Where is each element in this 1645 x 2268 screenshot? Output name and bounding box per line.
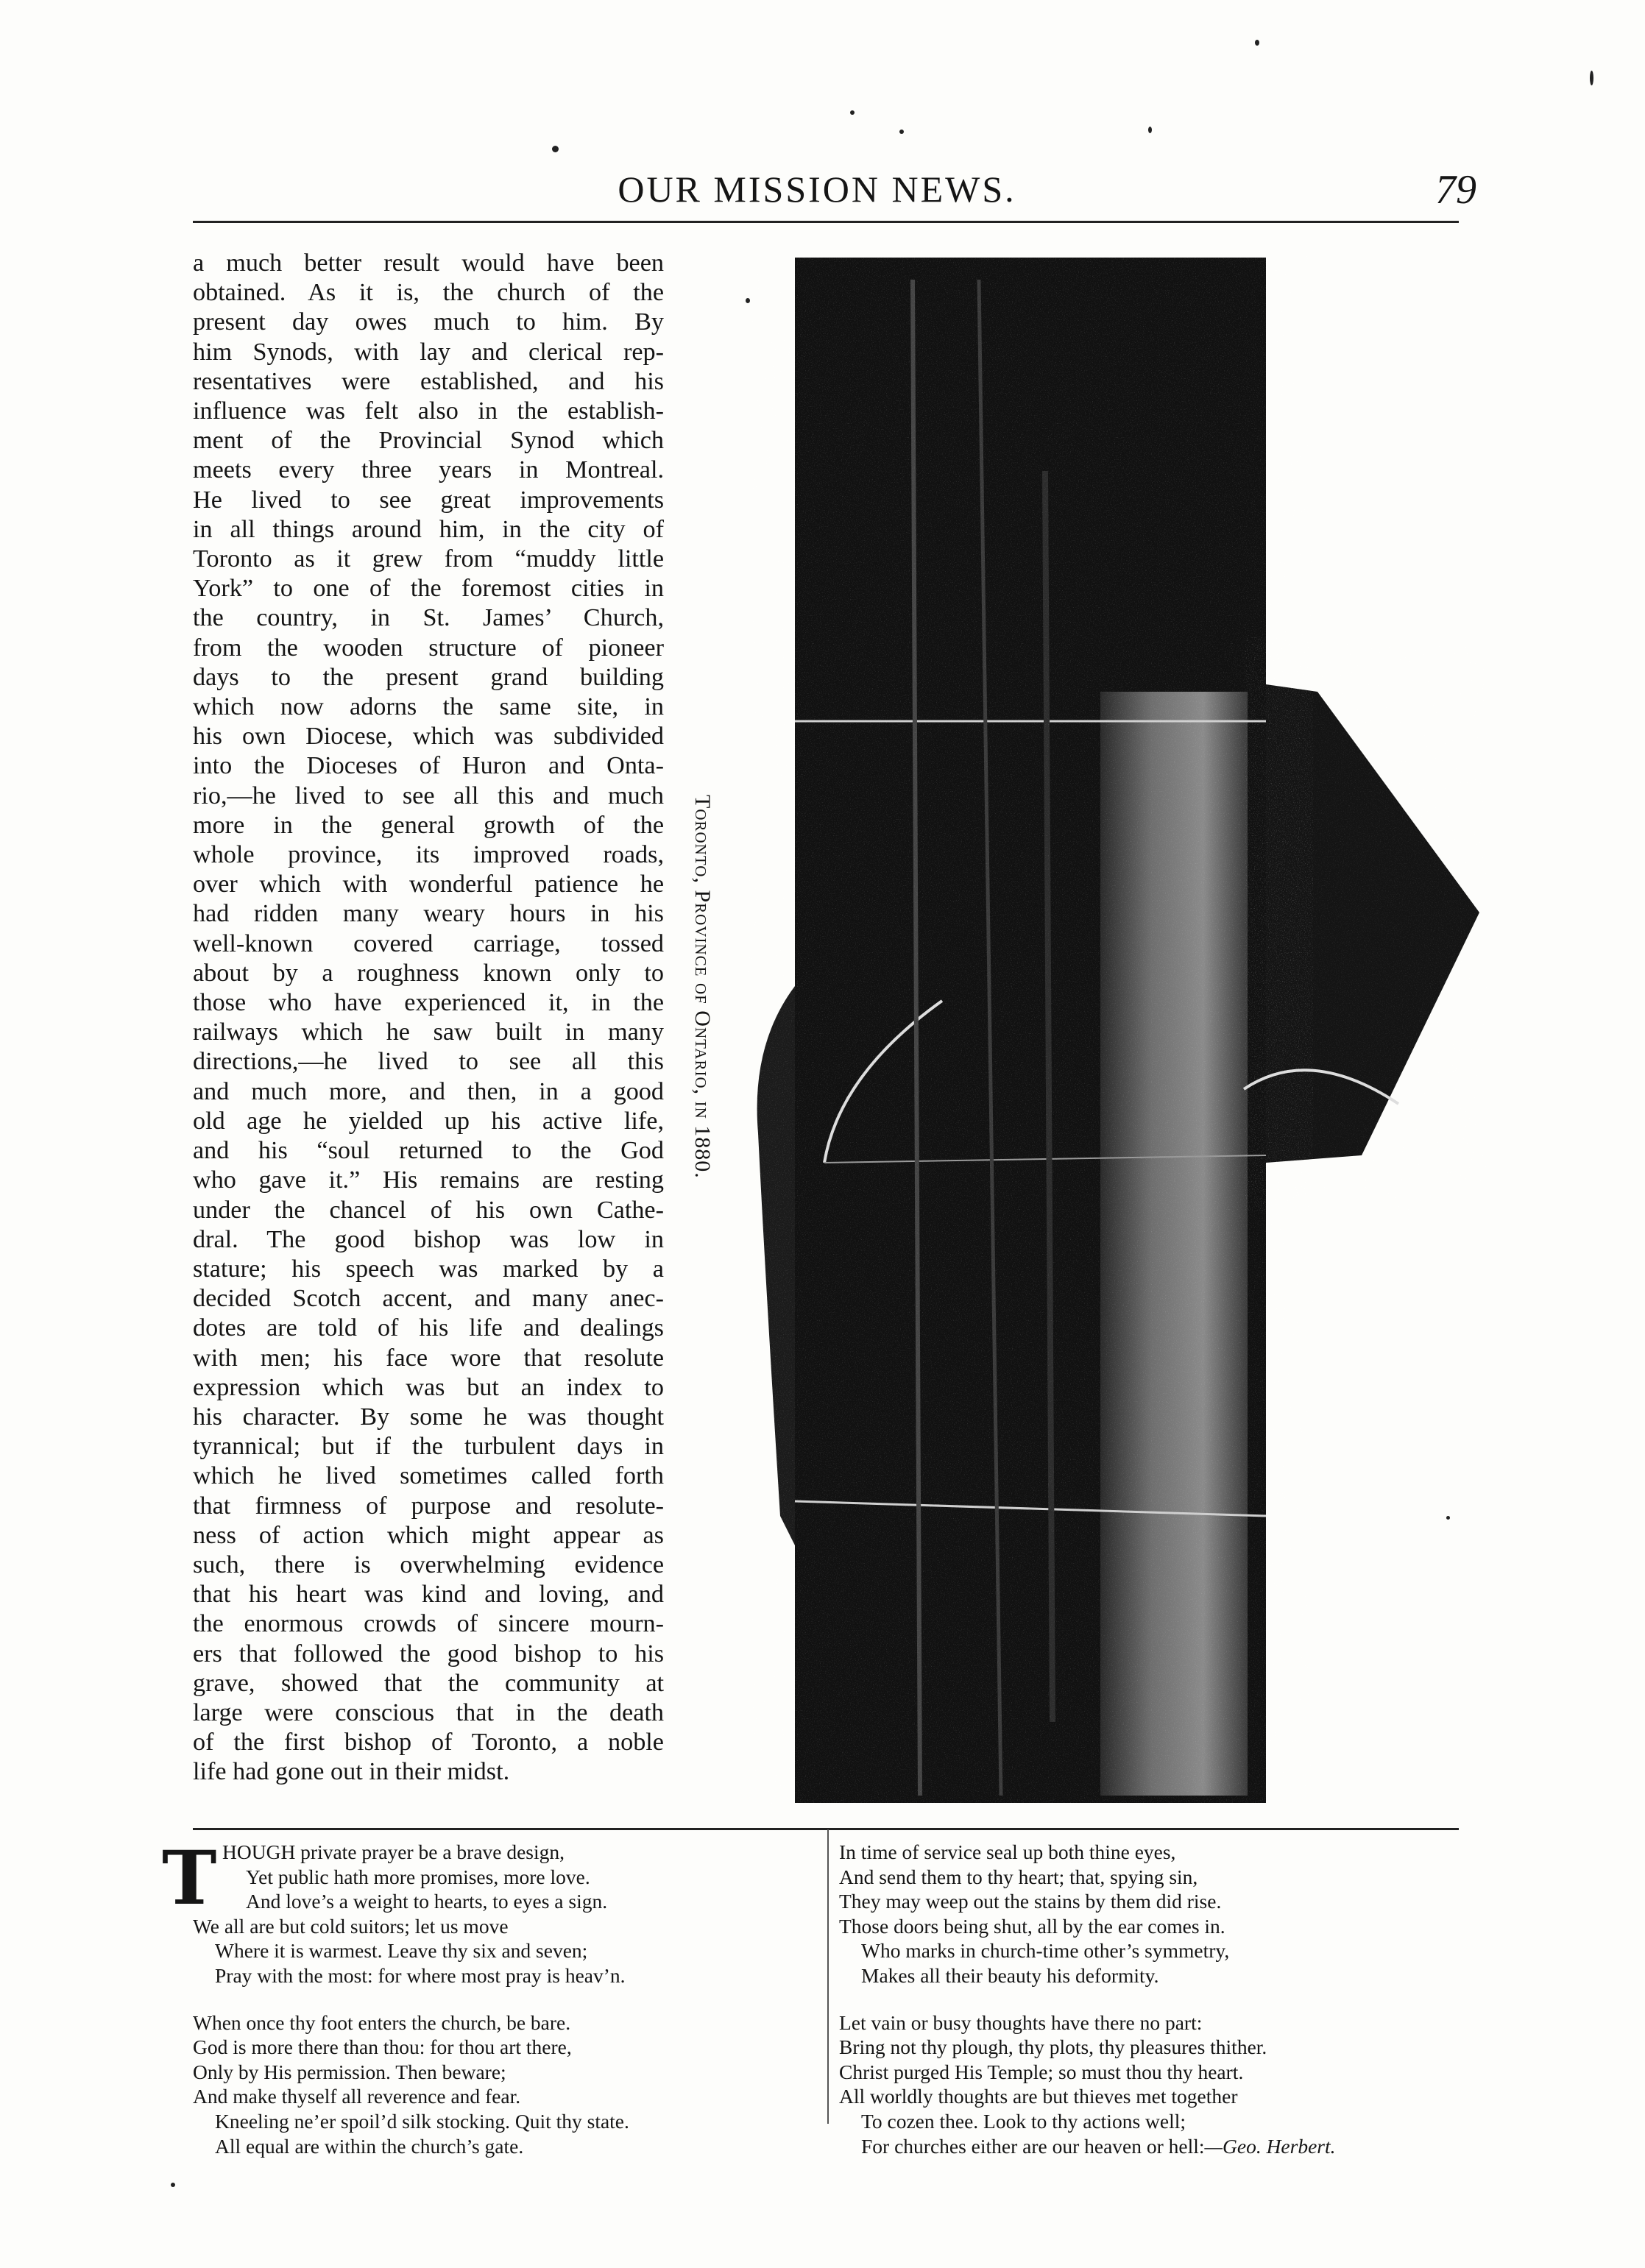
poem-line: And make thyself all reverence and fear. [193,2085,521,2108]
poem-line: Kneeling ne’er spoil’d silk stocking. Quit thy state. [215,2109,629,2133]
article-line: grave, showed that the community at [193,1669,664,1697]
poem-line: And love’s a weight to hearts, to eyes a sign. [246,1890,608,1913]
article-line: and his “soul returned to the God [193,1137,664,1165]
article-line: his character. By some he was thought [193,1403,664,1431]
article-line: influence was felt also in the establish- [193,397,664,425]
poem-line: Christ purged His Temple; so must thou thy heart. [839,2060,1244,2083]
poem-line: And send them to thy heart; that, spying sin, [839,1865,1198,1888]
article-line: into the Dioceses of Huron and Onta- [193,752,664,780]
article-line: obtained. As it is, the church of the [193,279,664,307]
poem-line: They may weep out the stains by them did rise. [839,1890,1222,1913]
article-line: with men; his face wore that resolute [193,1344,664,1372]
article-line: from the wooden structure of pioneer [193,634,664,662]
article-line: present day owes much to him. By [193,308,664,336]
illustration-grain [1266,684,1479,1163]
article-line: life had gone out in their midst. [193,1758,510,1786]
scan-speck [850,110,855,115]
scan-speck [1148,127,1152,133]
poem-line: Who marks in church-time other’s symmetry, [861,1939,1230,1963]
article-line: stature; his speech was marked by a [193,1255,664,1283]
article-line: over which with wonderful patience he [193,871,664,899]
article-line: more in the general growth of the [193,811,664,839]
poem-line: Makes all their beauty his deformity. [861,1963,1159,1987]
article-line: those who have experienced it, in the [193,989,664,1017]
illustration-caption [688,795,718,1310]
article-line: tyrannical; but if the turbulent days in [193,1433,664,1461]
caption-text: Toronto, Province of Ontario, in 1880. [690,795,715,1179]
poem-right-column [839,1840,1336,2158]
running-head-title: OUR MISSION NEWS. [618,169,1016,210]
article-line: under the chancel of his own Cathe- [193,1196,664,1224]
scan-speck [1255,40,1259,46]
article-line: well-known covered carriage, tossed [193,929,664,957]
article-line: expression which was but an index to [193,1373,664,1401]
article-line: decided Scotch accent, and many anec- [193,1285,664,1313]
article-line: old age he yielded up his active life, [193,1107,664,1135]
poem-line: Where it is warmest. Leave thy six and seven; [215,1939,588,1963]
article-line: which he lived sometimes called forth [193,1462,664,1490]
article-line: that his heart was kind and loving, and [193,1581,664,1609]
article-line: dral. The good bishop was low in [193,1225,664,1253]
poem-line: In time of service seal up both thine eyes, [839,1840,1176,1863]
article-line: which now adorns the same site, in [193,693,664,721]
poem-line: HOUGH private prayer be a brave design, [222,1840,565,1863]
poem-line: Only by His permission. Then beware; [193,2060,506,2083]
article-line: dotes are told of his life and dealings [193,1314,664,1342]
article-line: the enormous crowds of sincere mourn- [193,1610,664,1638]
article-body [193,249,664,1787]
poem-line: All equal are within the church’s gate. [215,2134,524,2158]
article-line: He lived to see great improvements [193,486,664,514]
poem-line: Bring not thy plough, thy plots, thy pleasures thither. [839,2035,1267,2059]
article-line: a much better result would have been [193,249,664,277]
article-line: whole province, its improved roads, [193,841,664,869]
poem-line: Pray with the most: for where most pray is heav’n. [215,1963,626,1987]
article-line: ment of the Provincial Synod which [193,427,664,455]
article-line: days to the present grand building [193,663,664,691]
scan-speck [899,130,904,134]
poem-line: We all are but cold suitors; let us move [193,1914,509,1938]
poem-line: To cozen thee. Look to thy actions well; [861,2109,1186,2133]
article-line: Toronto as it grew from “muddy little [193,545,664,573]
article-line: about by a roughness known only to [193,959,664,987]
article-line: his own Diocese, which was subdivided [193,723,664,751]
article-line: railways which he saw built in many [193,1018,664,1046]
article-line: that firmness of purpose and resolute- [193,1492,664,1520]
scan-speck [1590,71,1593,85]
article-line: and much more, and then, in a good [193,1077,664,1105]
poem-line: God is more there than thou: for thou art there, [193,2035,572,2059]
article-line: meets every three years in Montreal. [193,456,664,484]
column-rule [827,1829,829,2124]
article-line: such, there is overwhelming evidence [193,1551,664,1578]
illustration-drape [757,986,795,1545]
engraving-illustration [736,250,1487,1810]
article-line: York” to one of the foremost cities in [193,575,664,603]
article-line: the country, in St. James’ Church, [193,604,664,632]
poem-line [839,2134,1336,2159]
scan-speck [552,146,559,152]
scan-speck [171,2183,175,2187]
poem-line: Yet public hath more promises, more love. [246,1865,590,1888]
article-line: rio,—he lived to see all this and much [193,782,664,809]
article-line: of the first bishop of Toronto, a noble [193,1729,664,1757]
drop-cap: T [162,1835,217,1921]
article-line: ers that followed the good bishop to his [193,1640,664,1668]
illustration-grain [795,258,1266,1803]
section-rule [193,1828,1459,1830]
poem-attribution: —Geo. Herbert. [1204,2134,1336,2158]
poem-line: All worldly thoughts are but thieves met together [839,2085,1238,2108]
article-line: large were conscious that in the death [193,1698,664,1726]
article-line: resentatives were established, and his [193,367,664,395]
article-line: him Synods, with lay and clerical rep- [193,338,664,366]
page-number: 79 [1435,167,1476,213]
poem-line: Those doors being shut, all by the ear comes in. [839,1914,1225,1938]
article-line: ness of action which might appear as [193,1521,664,1549]
article-line: had ridden many weary hours in his [193,900,664,928]
poem-line-text: For churches either are our heaven or hell: [861,2134,1205,2158]
article-line: in all things around him, in the city of [193,515,664,543]
poem-line: Let vain or busy thoughts have there no part: [839,2010,1203,2034]
article-line: directions,—he lived to see all this [193,1048,664,1076]
poem-line: When once thy foot enters the church, be bare. [193,2010,571,2034]
header-rule [193,221,1459,223]
poem-left-column [193,1840,629,2158]
article-line: who gave it.” His remains are resting [193,1166,664,1194]
